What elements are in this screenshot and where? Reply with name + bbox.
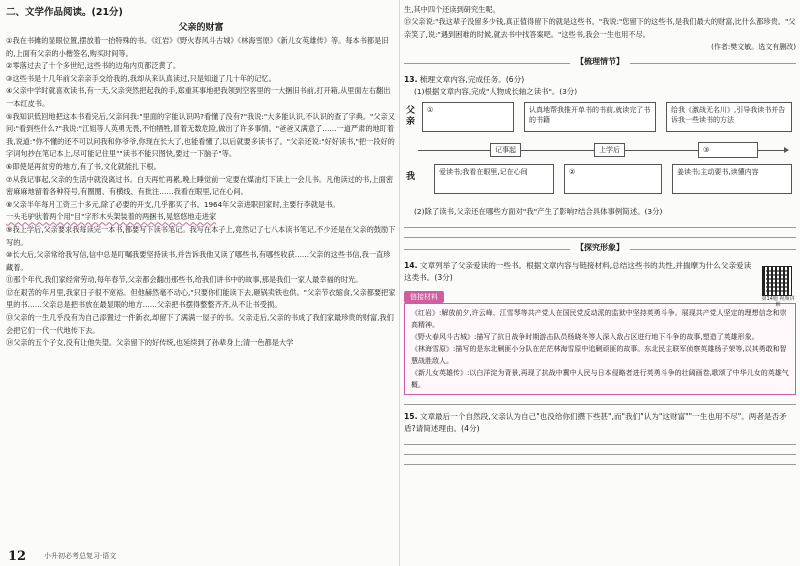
question-number: 13.: [404, 75, 418, 85]
footer-book-title: 小升初必考总复习·语文: [44, 552, 117, 560]
answer-line[interactable]: [404, 404, 796, 405]
material-tag: 链接材料: [404, 291, 444, 303]
question-text: 文章列举了父亲爱读的一些书。根据文章内容与链接材料,总结这些书的共性,并揣摩为什么父亲爱读这类书。(3分): [404, 261, 752, 283]
row-label-me: 我: [406, 172, 416, 183]
wavy-underline-text: 一头毛驴驮着两个用"目"字形木头架装着的两捆书,晃悠悠地走进家: [6, 212, 217, 222]
answer-line[interactable]: [404, 444, 796, 445]
row-label-father: 父亲: [406, 106, 416, 128]
timeline-tag-2: 上学后: [594, 143, 625, 157]
answer-line[interactable]: [404, 227, 796, 228]
footer-area: [6, 540, 396, 566]
question-14: [404, 260, 796, 284]
band-label: 【探究形象】: [570, 242, 630, 253]
answer-box-3[interactable]: ③: [698, 142, 758, 158]
father-box-2: 认真地帮我推开单书的书前,就读完了书的书籍: [524, 102, 656, 132]
paragraph-7: ⑦从我记事起,父亲的生活中就没离过书。白天再忙再累,晚上睡觉前一定要在煤油灯下读上一会儿书。凡他读过的书,上面密密麻麻地留着各种符号,有圈圈、有横线、有批注……我看在眼里,记在心间。: [6, 174, 394, 197]
right-column: [404, 4, 796, 560]
paragraph-3: ③这些书是十几年前父亲亲手交给我的,我却从来认真读过,只是知道了几十年的记忆。: [6, 73, 276, 83]
question-text: 文章最后一个自然段,父亲认为自己"也没给你们攒下些甚",而"我们"认为"这财富""一生也用不尽"。两者是否矛盾?请简述理由。(4分): [404, 412, 787, 434]
growth-axis-diagram: [404, 100, 796, 204]
right-paragraph-1: 生,其中四个还读到研究生呢。: [404, 5, 500, 14]
me-box-1: 爱读书;我看在眼里,记在心间: [434, 164, 554, 194]
paragraph-8: ⑧父亲半年每月工资三十多元,除了必要的开支,几乎都买了书。1964年父亲进职回家时,主要行李就是书。: [6, 199, 340, 209]
paragraph-12: ⑫在艰苦的年月里,我家日子很不宽裕。但他赫然毫不动心,"只要你们能读下去,砸锅卖铁也供。"父亲节衣缩食,父亲都要把家里的书……父亲总是把书放在最显眼的地方……父亲把书摆得整整齐齐,从不让书受损。: [6, 287, 396, 310]
question-number: 15.: [404, 412, 418, 422]
paragraph-10: ⑩长大后,父亲常给我写信,信中总是叮嘱我要坚持读书,并告诉我他又读了哪些书,有哪些收获……父亲的这些书信,我一直珍藏着。: [6, 250, 391, 272]
qr-code-icon[interactable]: [762, 266, 792, 296]
paragraph-6: ⑥即使是再贫穷的地方,有了书,文化就能扎下根。: [6, 161, 161, 171]
paragraph-2: ②零落过去了十个多世纪,这些书的边角内页都泛黄了。: [6, 61, 181, 71]
question-13-sub2: (2)除了读书,父亲还在哪些方面对"我"产生了影响?结合具体事例简述。(3分): [414, 207, 663, 217]
left-column: [6, 4, 396, 560]
material-item: 《红岩》:解放前夕,许云峰、江雪琴等共产党人在国民党反动派的监狱中坚持英勇斗争。展现共产党人坚定的理想信念和崇高精神。: [411, 309, 787, 330]
answer-line[interactable]: [404, 237, 796, 238]
question-15: [404, 411, 796, 435]
question-13: [404, 74, 796, 86]
qr-caption: 第14题 视频讲解: [761, 296, 795, 308]
paragraph-9: ⑨我上学后,父亲要求我每读完一本书,都要写下读书笔记。我写在本子上,竟然记了七八本读书笔记,不少还是在父亲的鼓励下写的。: [6, 224, 396, 247]
material-item: 《野火春风斗古城》:描写了抗日战争时期游击队员杨晓冬等人深入敌占区进行地下斗争的故事,塑造了英雄形象。: [411, 333, 759, 342]
linked-material-box: [404, 303, 796, 395]
answer-line[interactable]: [404, 464, 796, 465]
question-13-sub1: (1)根据文章内容,完成"人物成长轴之读书"。(3分): [414, 87, 578, 97]
material-item: 《新儿女英雄传》:以白洋淀为背景,再现了抗战中冀中人民与日本侵略者进行英勇斗争的壮阔画卷,歌颂了中华儿女的英雄气概。: [411, 369, 789, 390]
right-paragraph-2: ⑮父亲说:"我这辈子没留多少钱,真正值得留下的就是这些书。"我说:"您留下的这些书,是我们最大的财富,比什么都珍贵。"父亲笑了,说:"遇到困难的时候,就去书中找答案吧。"这些书,我会一生也用不尽。: [404, 17, 796, 39]
author-credit: (作者:樊文敏。选文有删改): [711, 43, 796, 52]
answer-line[interactable]: [404, 454, 796, 455]
answer-box-1[interactable]: ①: [422, 102, 514, 132]
paragraph-5: ⑤我知识低回地把这本书看完后,父亲问我:"里面的字能认识吗?看懂了没有?"我说:"大多能认识,不认识的查了字典。"父亲又问:"看到些什么?"我说:"江姐等人英勇无畏,不怕牺牲,冒着无数危险,做出了许多事情。"爸爸又满意了……一道严肃的地盯着我,说道:"你不懂的还不可以问我和你爷爷,你现在长大了,也能看懂了,以后就要多读书了。"父亲还说:"好好读书,"把一段好的字词句抄在笔记本上,尽可能记住里""读书不能只图快,要过一下脑子"等。: [6, 111, 395, 159]
section-title: 二、文学作品阅读。(21分): [6, 7, 123, 18]
question-number: 14.: [404, 261, 418, 271]
paragraph-11: ⑪那个年代,我们家经常劳动,每年春节,父亲都会翻出那些书,给我们讲书中的故事,那是我们一家人最幸福的时光。: [6, 275, 363, 285]
paragraph-13: ⑬父亲的一生几乎没有为自己添置过一件新衣,却留下了满满一屋子的书。父亲走后,父亲的书成了我们家最珍贵的财富,我们会把它们一代一代地传下去。: [6, 313, 394, 335]
article-title: 父亲的财富: [178, 23, 224, 33]
paragraph-1: ①我在书摊的显眼位置,摆放着一抬特殊的书。《红岩》《野火春风斗古城》《林海雪原》《新儿女英雄传》等。每本书都是旧的,上面有父亲的小楷签名,购买时间等。: [6, 36, 389, 58]
highlight-sentence: [6, 211, 396, 224]
paragraph-14: ⑭父亲的五个子女,没有让他失望。父亲留下的好传统,也延续到了孙辈身上;清一色都是大学: [6, 338, 294, 348]
father-box-3: 给我《激战无名川》,引导我读书并告诉我一些读书的方法: [666, 102, 792, 132]
band-label: 【梳理情节】: [570, 56, 630, 67]
question-text: 梳理文章内容,完成任务。(6分): [419, 75, 525, 85]
band-plot: [404, 56, 796, 70]
paragraph-4: ④父亲中学时就喜欢读书,有一天,父亲突然把起我的手,郑重其事地把我领到空客里的一大捆旧书前,打开箱,从里面左右翻出一本红皮书。: [6, 86, 391, 108]
page-number: 12: [8, 549, 27, 564]
me-box-3: 姜读书;主动要书,读懂内容: [672, 164, 792, 194]
column-divider: [399, 0, 400, 566]
answer-box-2[interactable]: ②: [564, 164, 662, 194]
material-item: 《林海雪原》:描写的是东北剿匪小分队在茫茫林海雪原中追剿顽匪的故事。东北民主联军侦察英雄杨子荣等,以其勇敢和智慧战胜敌人。: [411, 345, 787, 366]
band-character: [404, 242, 796, 256]
timeline-tag-1: 记事起: [490, 143, 521, 157]
